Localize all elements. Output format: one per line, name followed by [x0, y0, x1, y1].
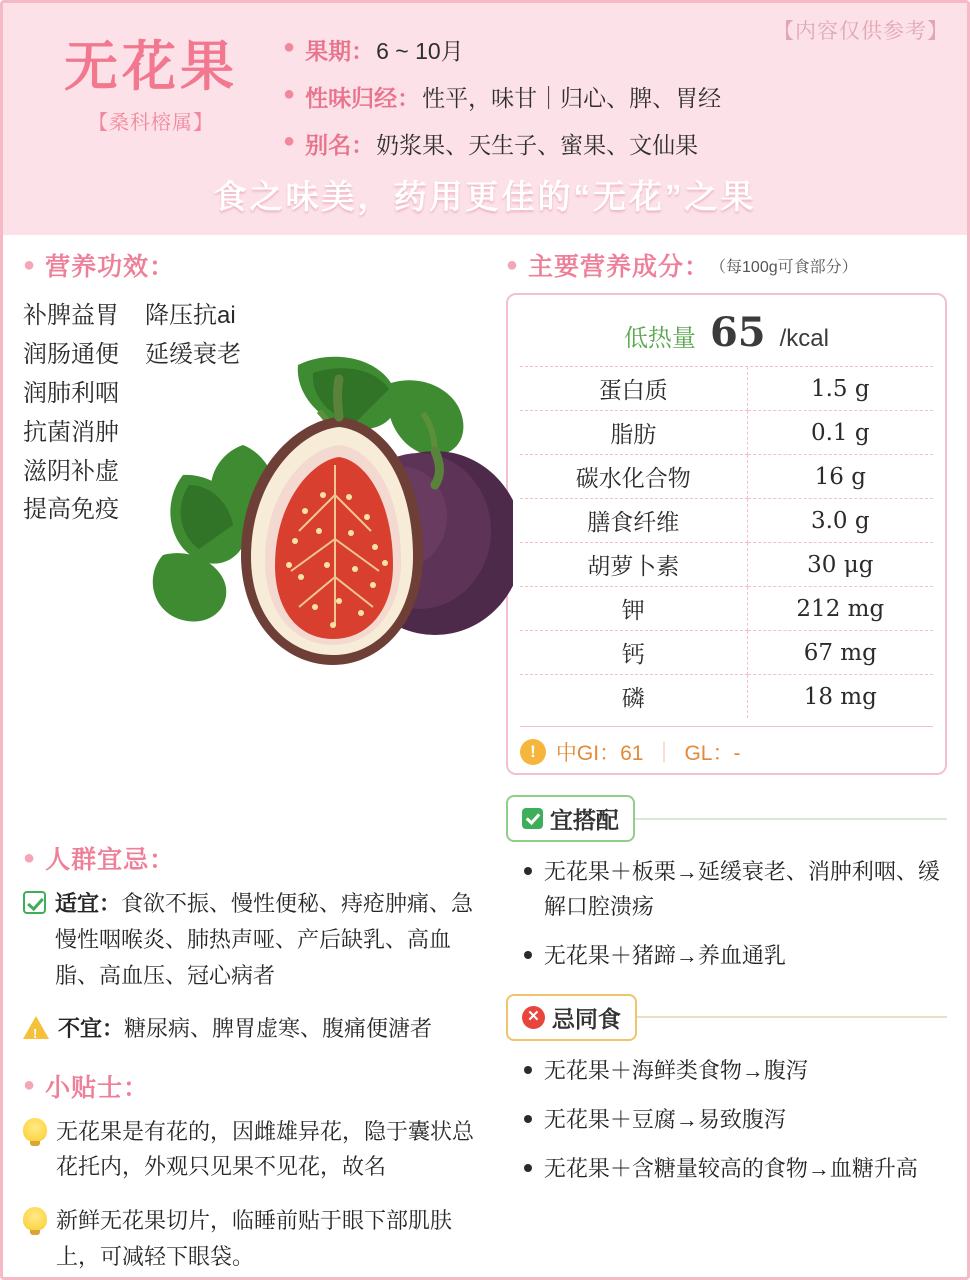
section-header-people: [23, 840, 486, 876]
fact-value: 性平，味甘｜归心、脾、胃经: [422, 85, 722, 111]
bad-pairing-label: 忌同食: [551, 1005, 621, 1032]
tip-text: 无花果是有花的，因雌雄异花，隐于囊状总花托内，外观只见果不见花，故名: [56, 1118, 475, 1180]
table-row: [520, 367, 933, 411]
tip-row: [23, 1203, 486, 1274]
section-title: 人群宜忌：: [45, 846, 176, 875]
tips-section: [23, 1068, 486, 1275]
efficacy-item: 滋阴补虚: [23, 457, 119, 485]
nutrient-name: 脂肪: [520, 411, 747, 455]
efficacy-item: 抗菌消肿: [23, 418, 119, 446]
unsuitable-row: [23, 1011, 486, 1050]
calorie-unit: /kcal: [779, 325, 829, 352]
efficacy-column-2: [145, 297, 241, 530]
unsuitable-label: 不宜：: [58, 1016, 125, 1042]
table-row: [520, 455, 933, 499]
bad-pairing-tag: [506, 994, 637, 1041]
bullet-dot-icon: ●: [505, 253, 520, 276]
fact-label: 别名：: [305, 132, 375, 158]
section-header-efficacy: [23, 247, 486, 283]
list-item: 无花果＋海鲜类食物→腹泻: [522, 1053, 947, 1088]
good-pairing-list: [506, 854, 947, 974]
page-subtitle: 【桑科榕属】: [88, 112, 214, 135]
table-row: [520, 587, 933, 631]
fact-row: [283, 80, 943, 113]
gi-row: [520, 726, 933, 767]
fact-list: [283, 33, 943, 174]
efficacy-item: 补脾益胃: [23, 302, 119, 329]
nutrient-value: 1.5 g: [747, 367, 933, 411]
bullet-dot-icon: ●: [283, 130, 296, 152]
list-item: 无花果＋猪蹄→养血通乳: [522, 938, 947, 973]
efficacy-item: 润肺利咽: [23, 379, 119, 407]
suitable-label: 适宜：: [55, 891, 122, 917]
efficacy-item: 提高免疫: [23, 496, 119, 524]
fact-value: 6 ~ 10月: [376, 38, 464, 64]
calorie-row: [520, 303, 933, 367]
bullet-dot-icon: ●: [283, 83, 296, 105]
fact-label: 性味归经：: [305, 85, 421, 111]
good-pairing-header: [506, 795, 947, 842]
slogan: 食之味美，药用更佳的“无花”之果: [213, 178, 757, 215]
efficacy-item: 延缓衰老: [145, 340, 241, 368]
bullet-dot-icon: ●: [23, 253, 37, 276]
efficacy-column-1: [23, 297, 119, 530]
efficacy-item: 润肠通便: [23, 340, 119, 368]
section-title: 主要营养成分：: [528, 253, 711, 281]
bullet-dot-icon: ●: [23, 846, 37, 869]
tip-text: 新鲜无花果切片，临睡前贴于眼下部肌肤上，可减轻下眼袋。: [56, 1208, 453, 1269]
gi-separator: ｜: [653, 742, 675, 765]
fact-label: 果期：: [305, 38, 375, 64]
list-item: 无花果＋豆腐→易致腹泻: [522, 1102, 947, 1137]
list-item: 无花果＋板栗→延缓衰老、消肿利咽、缓解口腔溃疡: [522, 854, 947, 924]
nutrient-value: 30 μg: [747, 543, 933, 587]
nutrient-name: 钾: [520, 587, 747, 631]
table-row: [520, 631, 933, 675]
people-section: [23, 840, 486, 1050]
nutrient-value: 212 mg: [747, 587, 933, 631]
tip-row: [23, 1114, 486, 1185]
close-icon: ✕: [522, 1006, 545, 1029]
bullet-dot-icon: ●: [23, 1074, 37, 1097]
warning-icon: [23, 1014, 49, 1050]
list-item: 无花果＋含糖量较高的食物→血糖升高: [522, 1151, 947, 1186]
bullet-dot-icon: ●: [283, 36, 296, 58]
disclaimer-note: 【内容仅供参考】: [773, 20, 949, 43]
exclamation-icon: !: [520, 739, 546, 765]
good-pairing-tag: [506, 795, 635, 842]
header: [3, 3, 967, 235]
nutrient-value: 16 g: [747, 455, 933, 499]
check-icon: [23, 889, 46, 925]
content-body: [3, 235, 967, 1275]
nutrient-name: 磷: [520, 675, 747, 719]
nutrient-name: 碳水化合物: [520, 455, 747, 499]
good-pairing-label: 宜搭配: [549, 807, 619, 833]
check-icon: [522, 808, 543, 829]
suitable-text: [55, 886, 486, 993]
suitable-value: 食欲不振、慢性便秘、痔疮肿痛、急慢性咽喉炎、肺热声哑、产后缺乳、高血脂、高血压、冠心病者: [55, 891, 474, 988]
nutrient-value: 3.0 g: [747, 499, 933, 543]
section-title: 营养功效：: [45, 253, 176, 281]
fact-row: [283, 127, 943, 160]
section-header-nutrition: [506, 247, 947, 283]
efficacy-item: 降压抗ai: [145, 302, 236, 329]
bad-pairing-list: [506, 1053, 947, 1187]
nutrient-value: 67 mg: [747, 631, 933, 675]
table-row: [520, 411, 933, 455]
gl-value: GL：-: [684, 742, 741, 765]
calorie-value: 65: [709, 309, 766, 356]
divider: [631, 1016, 947, 1018]
nutrient-value: 18 mg: [803, 683, 877, 710]
section-header-tips: [23, 1068, 486, 1104]
right-column: [500, 247, 967, 1275]
table-row: [520, 675, 933, 719]
bad-pairing-header: [506, 994, 947, 1041]
title-block: [31, 34, 271, 135]
calorie-label: 低热量: [623, 325, 696, 352]
page-title: 无花果: [64, 34, 238, 98]
nutrient-name: 蛋白质: [520, 367, 747, 411]
nutrient-name: 膳食纤维: [520, 499, 747, 543]
bulb-icon: [23, 1206, 47, 1242]
nutrient-name: 胡萝卜素: [520, 543, 747, 587]
bulb-icon: [23, 1117, 47, 1153]
gi-value: 中GI：61: [555, 742, 644, 765]
divider: [629, 818, 947, 820]
table-row: [520, 499, 933, 543]
nutrition-table-box: [506, 293, 947, 775]
nutrient-name: 钙: [520, 631, 747, 675]
nutrient-value: 0.1 g: [747, 411, 933, 455]
nutrition-table: [520, 367, 933, 718]
suitable-row: [23, 886, 486, 993]
left-column: [3, 247, 500, 1275]
efficacy-list: [23, 297, 486, 530]
table-row: [520, 543, 933, 587]
fact-value: 奶浆果、天生子、蜜果、文仙果: [376, 132, 699, 158]
fact-row: [283, 33, 943, 66]
nutrition-unit-note: （每100g可食部分）: [710, 258, 858, 276]
unsuitable-text: [58, 1011, 486, 1047]
unsuitable-value: 糖尿病、脾胃虚寒、腹痛便溏者: [124, 1016, 433, 1042]
section-title: 小贴士：: [45, 1073, 150, 1102]
